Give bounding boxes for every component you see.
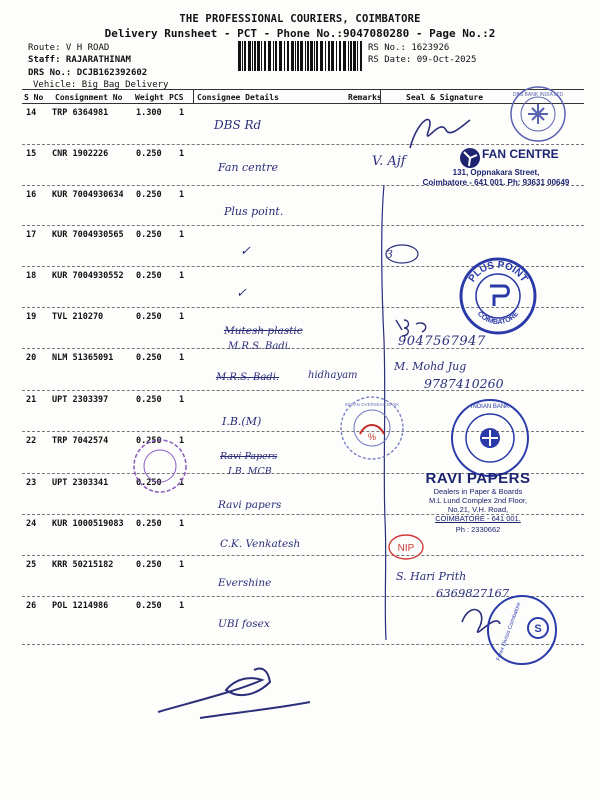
consignment-number: KUR 7004930565	[52, 230, 124, 240]
handwritten-consignee: DBS Rd	[214, 118, 262, 132]
col-consignment: Consignment No	[55, 93, 123, 102]
handwritten-consignee: I.B.(M)	[222, 415, 262, 428]
plus-point-stamp	[458, 256, 538, 336]
indian-bank-stamp	[448, 396, 532, 480]
col-pcs: PCS	[169, 93, 184, 102]
ravi-papers-line: Dealers in Paper & Boards	[433, 487, 523, 496]
rs-number: RS No.: 1623926	[368, 43, 450, 53]
runsheet-title: Delivery Runsheet - PCT - Phone No.:9047080280 - Page No.:2	[104, 27, 496, 40]
pieces-count: 1	[179, 519, 185, 529]
pieces-count: 1	[179, 312, 185, 322]
weight-value: 0.250	[136, 190, 162, 200]
pieces-count: 1	[179, 601, 185, 611]
pieces-count: 1	[179, 560, 185, 570]
ravi-papers-phone: Ph : 2330662	[455, 525, 501, 534]
handwritten-consignee: Evershine	[218, 577, 272, 589]
route-label: Route: V H ROAD	[28, 43, 110, 53]
weight-value: 0.250	[136, 395, 162, 405]
weight-value: 0.250	[136, 230, 162, 240]
weight-value: 0.250	[136, 353, 162, 363]
col-sno: S No	[24, 93, 44, 102]
consignment-number: KUR 1000519083	[52, 519, 124, 529]
handwritten-consignee: I.B. MCB	[228, 466, 272, 477]
rs-date: RS Date: 09-Oct-2025	[368, 55, 477, 65]
weight-value: 0.250	[136, 436, 162, 446]
staff-label: Staff: RAJARATHINAM	[28, 55, 131, 65]
consignment-number: CNR 1902226	[52, 149, 109, 159]
serial-number: 19	[26, 312, 37, 322]
handwritten-consignee: Mutesh plastic	[224, 325, 303, 337]
ravi-papers-name: RAVI PAPERS	[425, 470, 531, 487]
serial-number: 18	[26, 271, 37, 281]
handwritten-consignee: C.K. Venkatesh	[220, 538, 301, 550]
nip-mark	[386, 532, 426, 562]
consignment-number: TVL 210270	[52, 312, 104, 322]
nip-text: NIP	[397, 543, 415, 554]
serial-number: 14	[26, 108, 37, 118]
fan-centre-address-line: Coimbatore - 641 001. Ph: 93631 00649	[422, 178, 570, 187]
pieces-count: 1	[179, 108, 185, 118]
serial-number: 20	[26, 353, 37, 363]
svg-text:%: %	[367, 432, 377, 442]
consignment-number: KUR 7004930552	[52, 271, 124, 281]
ravi-papers-line: COIMBATORE - 641 001.	[435, 514, 521, 523]
handwritten-signature: M. Mohd Jug	[394, 360, 467, 373]
handwritten-phone: 9047567947	[398, 334, 486, 349]
consignment-number: KUR 7004930634	[52, 190, 124, 200]
consignment-number: POL 1214986	[52, 601, 109, 611]
plus-point-city: COIMBATORE	[475, 310, 521, 327]
weight-value: 0.250	[136, 312, 162, 322]
col-weight: Weight	[135, 93, 164, 102]
handwritten-phone: 9787410260	[424, 376, 504, 391]
weight-value: 0.250	[136, 149, 162, 159]
serial-number: 22	[26, 436, 37, 446]
consignment-number: TRP 7042574	[52, 436, 109, 446]
ubi-logo: S	[534, 623, 542, 635]
consignment-number: UPT 2303397	[52, 395, 109, 405]
pieces-count: 1	[179, 190, 185, 200]
pieces-count: 1	[179, 478, 185, 488]
pieces-count: 1	[179, 230, 185, 240]
ravi-papers-line: M.L Lund Complex 2nd Floor,	[428, 496, 528, 505]
handwritten-consignee: Fan centre	[218, 161, 278, 174]
pieces-count: 1	[179, 271, 185, 281]
weight-value: 0.250	[136, 560, 162, 570]
handwritten-consignee: Ravi papers	[218, 499, 282, 511]
handwritten-tick: ✓	[240, 244, 251, 259]
indian-bank-name: INDIAN BANK	[470, 404, 510, 410]
serial-number: 23	[26, 478, 37, 488]
fan-centre-address-line: 131, Oppnakara Street,	[452, 168, 540, 177]
pieces-count: 1	[179, 149, 185, 159]
weight-value: 0.250	[136, 478, 162, 488]
overseas-bank-stamp	[338, 394, 406, 462]
forex-division-stamp	[480, 592, 562, 668]
consignment-number: NLM 51365091	[52, 353, 114, 363]
serial-number: 16	[26, 190, 37, 200]
handwritten-signature: V. Ajf	[372, 154, 406, 169]
weight-value: 0.250	[136, 601, 162, 611]
serial-number: 26	[26, 601, 37, 611]
consignment-number: UPT 2303341	[52, 478, 109, 488]
handwritten-tick: ✓	[236, 286, 247, 301]
weight-value: 1.300	[136, 108, 162, 118]
handwritten-remark: 3	[386, 248, 393, 261]
ravi-papers-stamp	[398, 470, 558, 534]
serial-number: 17	[26, 230, 37, 240]
ravi-papers-line: No.21, V.H. Road,	[447, 505, 509, 514]
weight-value: 0.250	[136, 519, 162, 529]
dbs-stamp-text: DBS BANK INDIA LTD	[512, 92, 564, 98]
consignment-number: TRP 6364981	[52, 108, 109, 118]
company-title: THE PROFESSIONAL COURIERS, COIMBATORE	[179, 13, 421, 25]
handwritten-consignee: Ravi Papers	[220, 451, 278, 462]
pieces-count: 1	[179, 353, 185, 363]
weight-value: 0.250	[136, 271, 162, 281]
drs-number: DRS No.: DCJB162392602	[28, 68, 148, 78]
overseas-bank-name: INDIAN OVERSEAS BANK	[344, 402, 400, 407]
consignment-number: KRR 50215182	[52, 560, 114, 570]
pieces-count: 1	[179, 395, 185, 405]
vehicle-label: Vehicle: Big Bag Delivery	[33, 80, 169, 90]
serial-number: 25	[26, 560, 37, 570]
serial-number: 21	[26, 395, 37, 405]
handwritten-consignee: UBI fosex	[218, 618, 270, 630]
pieces-count: 1	[179, 436, 185, 446]
col-remarks: Remarks	[348, 93, 382, 102]
fan-centre-address	[396, 168, 596, 188]
forex-division-text: Forex Divisio Coimbatore	[495, 601, 523, 662]
plus-point-name: PLUS POINT	[466, 259, 530, 285]
handwritten-signature: S. Hari Prith	[396, 570, 467, 583]
fan-centre-name: FAN CENTRE	[482, 147, 559, 161]
serial-number: 24	[26, 519, 37, 529]
handwritten-consignee: Plus point.	[224, 205, 284, 218]
dbs-bank-stamp	[508, 84, 568, 144]
handwritten-phone: 6369827167	[436, 586, 510, 600]
partial-stamp	[142, 436, 194, 496]
col-consignee: Consignee Details	[197, 93, 279, 102]
serial-number: 15	[26, 149, 37, 159]
handwritten-consignee: M.R.S. Badi.	[216, 372, 280, 383]
svg-text:PLUS POINT	[467, 260, 530, 284]
col-seal: Seal & Signature	[406, 93, 484, 102]
handwritten-consignee: M.R.S. Badi.	[228, 341, 292, 352]
handwritten-consignee: hidhayam	[308, 370, 358, 381]
